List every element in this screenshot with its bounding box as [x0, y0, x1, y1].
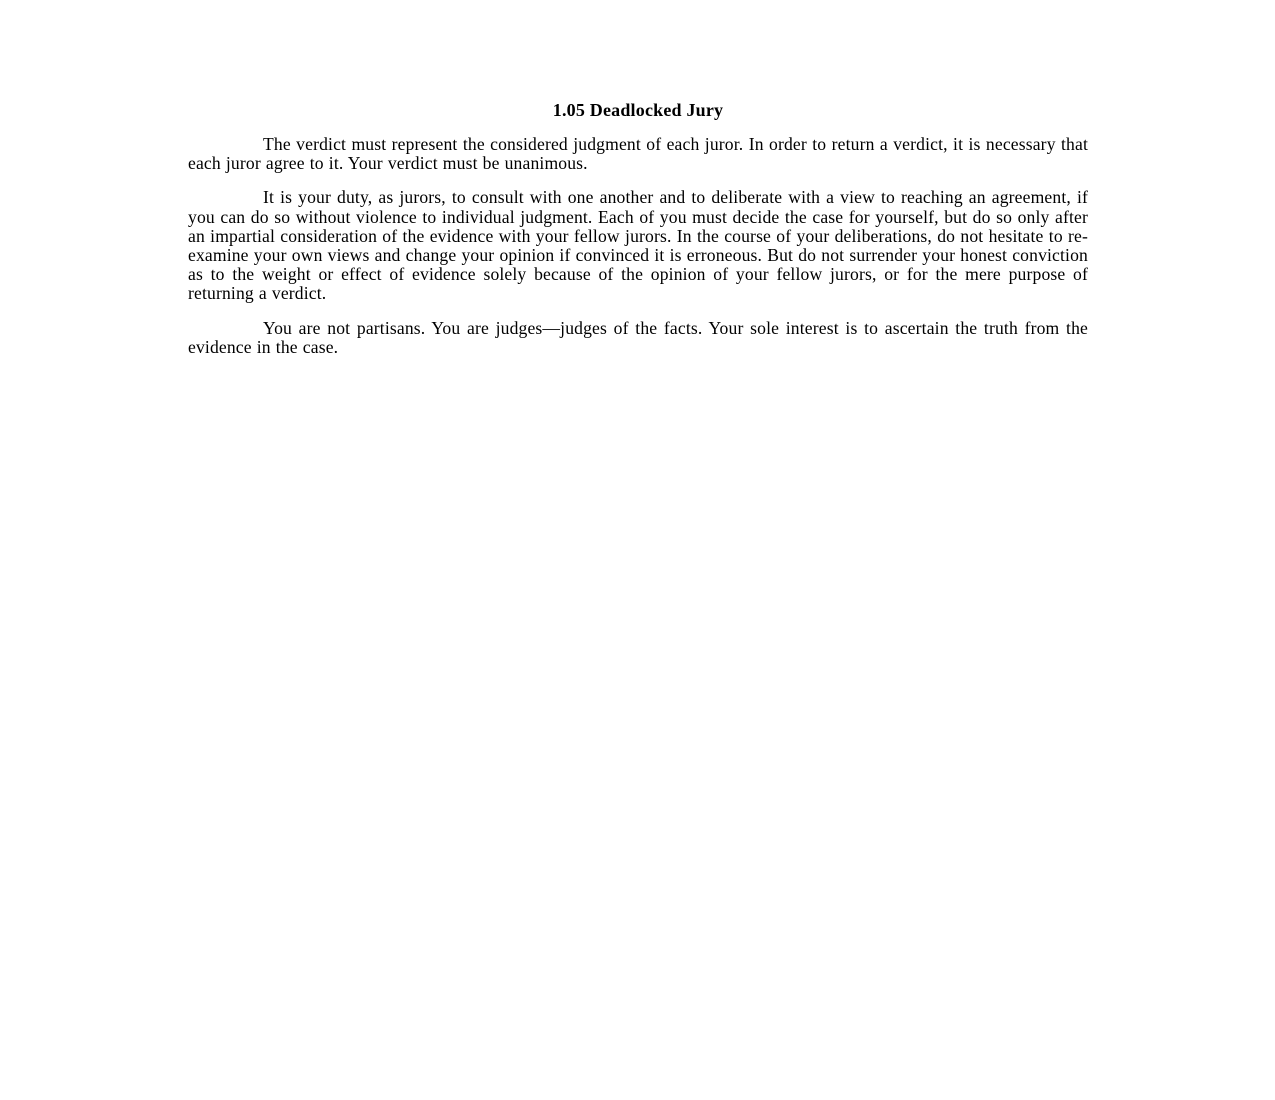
- document-page: [188, 99, 1088, 372]
- paragraph-unanimous-verdict: The verdict must represent the considered judgment of each juror. In order to return a verdict, it is necessary that each juror agree to it. Your verdict must be unanimous.: [188, 134, 1088, 174]
- paragraph-judges-of-facts: You are not partisans. You are judges—judges of the facts. Your sole interest is to ascertain the truth from the evidence in the case.: [188, 317, 1088, 357]
- page-title: 1.05 Deadlocked Jury: [552, 100, 724, 120]
- paragraph-duty-to-deliberate: It is your duty, as jurors, to consult with one another and to deliberate with a view to reaching an agreement, if you can do so without violence to individual judgment. Each of you must decide the case for yourself, but do so only after an impartial consideration of the evidence with your fellow jurors. In the course of your deliberations, do not hesitate to re-examine your own views and change your opinion if convinced it is erroneous. But do not surrender your honest conviction as to the weight or effect of evidence solely because of the opinion of your fellow jurors, or for the mere purpose of returning a verdict.: [188, 187, 1088, 304]
